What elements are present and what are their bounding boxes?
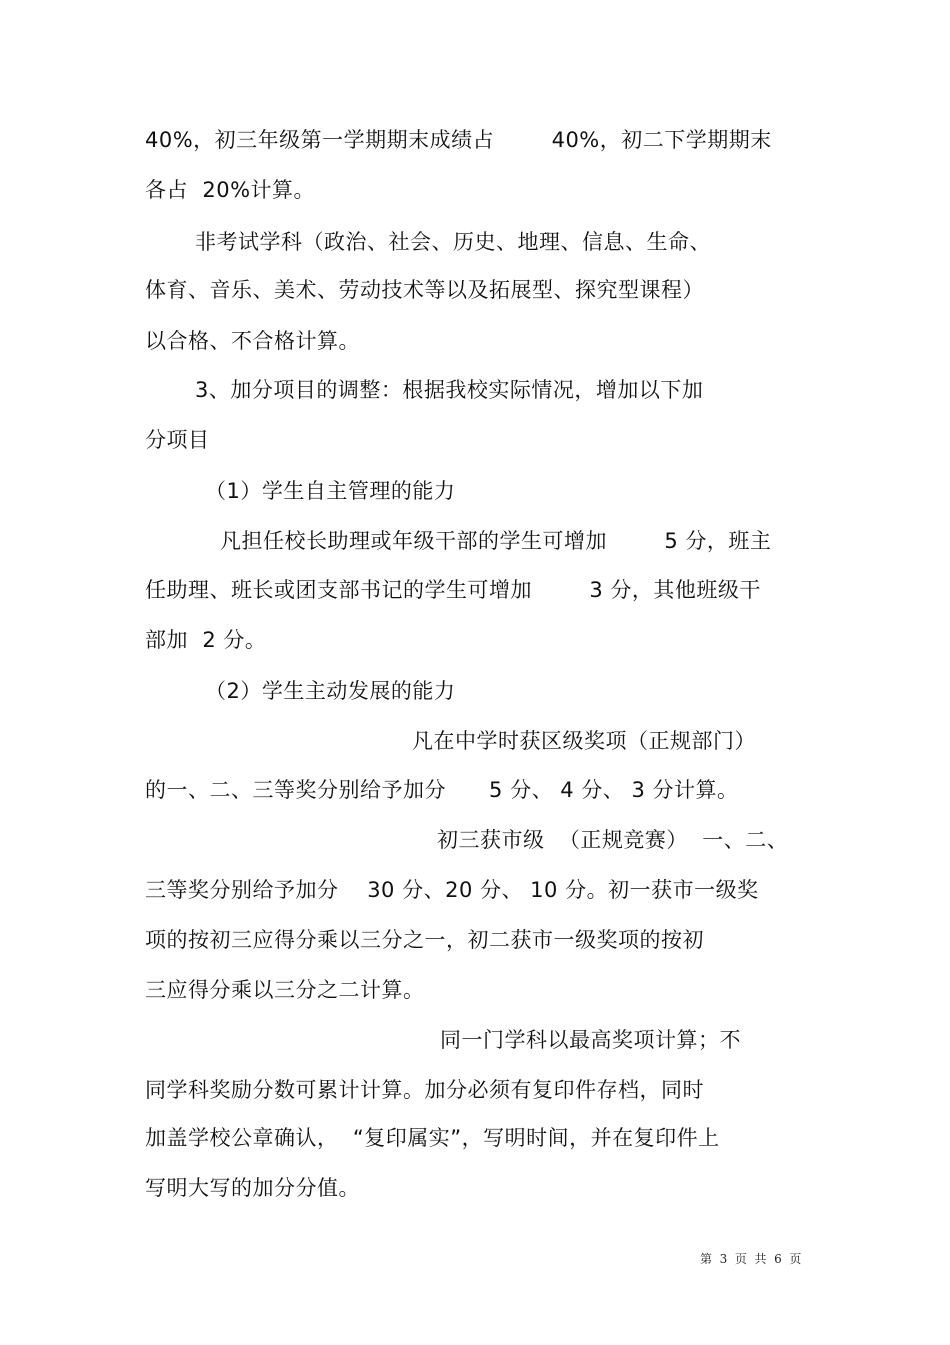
- paragraph-line-9: 凡担任校长助理或年级干部的学生可增加 5 分，班主: [220, 529, 772, 553]
- paragraph-line-10: 任助理、班长或团支部书记的学生可增加 3 分，其他班级干: [145, 578, 761, 602]
- paragraph-line-4: 体育、音乐、美术、劳动技术等以及拓展型、探究型课程）: [145, 278, 704, 302]
- paragraph-line-6: 3、加分项目的调整：根据我校实际情况，增加以下加: [195, 378, 704, 402]
- section-heading-2: （2）学生主动发展的能力: [205, 679, 456, 703]
- section-heading-1: （1）学生自主管理的能力: [205, 479, 456, 503]
- paragraph-line-3: 非考试学科（政治、社会、历史、地理、信息、生命、: [195, 230, 711, 254]
- paragraph-line-16: 三等奖分别给予加分 30 分、20 分、 10 分。初一获市一级奖: [145, 878, 759, 902]
- paragraph-line-18: 三应得分乘以三分之二计算。: [145, 978, 425, 1002]
- paragraph-line-22: 写明大写的加分分值。: [145, 1176, 360, 1200]
- paragraph-line-19: 同一门学科以最高奖项计算；不: [440, 1028, 741, 1052]
- paragraph-line-17: 项的按初三应得分乘以三分之一，初二获市一级奖项的按初: [145, 928, 704, 952]
- paragraph-line-13: 凡在中学时获区级奖项（正规部门）: [412, 729, 756, 753]
- paragraph-line-21: 加盖学校公章确认， “复印属实”，写明时间，并在复印件上: [145, 1126, 720, 1150]
- paragraph-line-2: 各占 20%计算。: [145, 178, 316, 202]
- page-number-footer: 第 3 页 共 6 页: [700, 1252, 802, 1266]
- paragraph-line-7: 分项目: [145, 428, 210, 452]
- paragraph-line-11: 部加 2 分。: [145, 628, 267, 652]
- paragraph-line-1: 40%，初三年级第一学期期末成绩占 40%，初二下学期期末: [145, 128, 772, 152]
- paragraph-line-15: 初三获市级 （正规竞赛） 一、二、: [437, 828, 789, 852]
- paragraph-line-14: 的一、二、三等奖分别给予加分 5 分、 4 分、 3 分计算。: [145, 778, 739, 802]
- paragraph-line-20: 同学科奖励分数可累计计算。加分必须有复印件存档，同时: [145, 1078, 704, 1102]
- paragraph-line-5: 以合格、不合格计算。: [145, 329, 360, 353]
